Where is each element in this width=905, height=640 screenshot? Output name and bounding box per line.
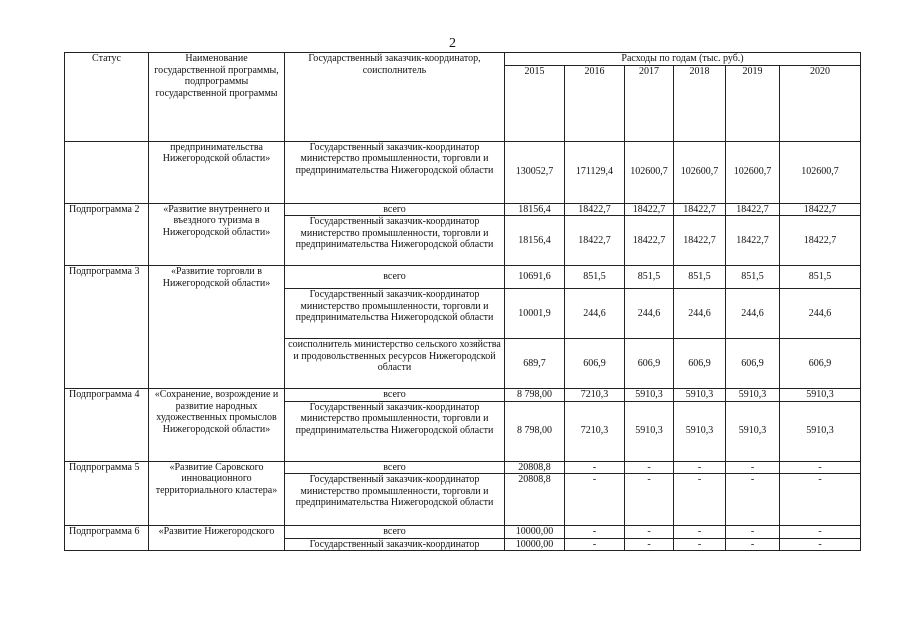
header-year: 2020: [780, 65, 861, 141]
value-cell: -: [565, 461, 625, 474]
value-cell: 18422,7: [674, 216, 726, 266]
value-cell: -: [674, 474, 726, 526]
status-cell: [65, 141, 149, 203]
value-cell: 244,6: [726, 289, 780, 339]
value-cell: 18422,7: [625, 216, 674, 266]
value-cell: 244,6: [565, 289, 625, 339]
value-cell: 10000,00: [505, 526, 565, 539]
value-cell: 7210,3: [565, 401, 625, 461]
program-name-cell: «Развитие торговли в Нижегородской области»: [149, 266, 285, 389]
status-cell: Подпрограмма 6: [65, 526, 149, 551]
header-program-name: Наименование государственной программы, подпрограммы государственной программы: [149, 53, 285, 142]
value-cell: 851,5: [726, 266, 780, 289]
header-customer: Государственный заказчик-координатор, соисполнитель: [285, 53, 505, 142]
value-cell: -: [625, 526, 674, 539]
value-cell: 5910,3: [780, 389, 861, 402]
coexecutor-cell: соисполнитель министерство сельского хозяйства и продовольственных ресурсов Нижегородской области: [285, 339, 505, 389]
value-cell: -: [726, 538, 780, 551]
value-cell: 102600,7: [674, 141, 726, 203]
value-cell: 18422,7: [726, 203, 780, 216]
value-cell: 20808,8: [505, 474, 565, 526]
value-cell: 18422,7: [780, 216, 861, 266]
table-row: [65, 526, 861, 539]
value-cell: 102600,7: [780, 141, 861, 203]
table-row: [65, 203, 861, 216]
value-cell: -: [674, 461, 726, 474]
header-year: 2019: [726, 65, 780, 141]
header-year: 2018: [674, 65, 726, 141]
value-cell: 5910,3: [625, 401, 674, 461]
status-cell: Подпрограмма 5: [65, 461, 149, 526]
value-cell: 606,9: [565, 339, 625, 389]
value-cell: -: [625, 538, 674, 551]
value-cell: 606,9: [780, 339, 861, 389]
value-cell: 5910,3: [726, 389, 780, 402]
value-cell: 5910,3: [726, 401, 780, 461]
value-cell: -: [726, 474, 780, 526]
table-row: [65, 461, 861, 474]
value-cell: -: [565, 474, 625, 526]
value-cell: 244,6: [780, 289, 861, 339]
table-row: [65, 389, 861, 402]
program-name-cell: «Развитие Саровского инновационного территориального кластера»: [149, 461, 285, 526]
total-label-cell: всего: [285, 203, 505, 216]
header-status: Статус: [65, 53, 149, 142]
table-row: [65, 141, 861, 203]
value-cell: 5910,3: [674, 389, 726, 402]
value-cell: 606,9: [674, 339, 726, 389]
value-cell: 851,5: [625, 266, 674, 289]
value-cell: 244,6: [625, 289, 674, 339]
customer-cell: Государственный заказчик-координатор: [285, 538, 505, 551]
value-cell: 20808,8: [505, 461, 565, 474]
value-cell: 851,5: [674, 266, 726, 289]
value-cell: 18422,7: [565, 216, 625, 266]
header-year: 2015: [505, 65, 565, 141]
value-cell: 606,9: [625, 339, 674, 389]
value-cell: 102600,7: [726, 141, 780, 203]
value-cell: -: [780, 474, 861, 526]
value-cell: -: [780, 526, 861, 539]
value-cell: 10001,9: [505, 289, 565, 339]
status-cell: Подпрограмма 2: [65, 203, 149, 266]
program-name-cell: предпринимательства Нижегородской области»: [149, 141, 285, 203]
value-cell: 18422,7: [565, 203, 625, 216]
value-cell: 244,6: [674, 289, 726, 339]
value-cell: 18422,7: [726, 216, 780, 266]
header-expenses: Расходы по годам (тыс. руб.): [505, 53, 861, 66]
customer-cell: Государственный заказчик-координатор министерство промышленности, торговли и предпринимательства Нижегородской области: [285, 216, 505, 266]
value-cell: 18422,7: [780, 203, 861, 216]
value-cell: 606,9: [726, 339, 780, 389]
value-cell: 18156,4: [505, 203, 565, 216]
program-name-cell: «Сохранение, возрождение и развитие народных художественных промыслов Нижегородской области»: [149, 389, 285, 462]
value-cell: 18422,7: [674, 203, 726, 216]
value-cell: -: [726, 461, 780, 474]
value-cell: -: [674, 526, 726, 539]
value-cell: 851,5: [565, 266, 625, 289]
expenses-table: [64, 52, 861, 551]
value-cell: 18156,4: [505, 216, 565, 266]
customer-cell: Государственный заказчик-координатор министерство промышленности, торговли и предпринимательства Нижегородской области: [285, 289, 505, 339]
value-cell: -: [726, 526, 780, 539]
table-row: [65, 266, 861, 289]
value-cell: 130052,7: [505, 141, 565, 203]
value-cell: -: [625, 474, 674, 526]
value-cell: -: [565, 538, 625, 551]
header-year: 2016: [565, 65, 625, 141]
status-cell: Подпрограмма 3: [65, 266, 149, 389]
value-cell: -: [780, 461, 861, 474]
customer-cell: Государственный заказчик-координатор министерство промышленности, торговли и предпринимательства Нижегородской области: [285, 401, 505, 461]
value-cell: 8 798,00: [505, 401, 565, 461]
value-cell: 102600,7: [625, 141, 674, 203]
value-cell: 5910,3: [674, 401, 726, 461]
value-cell: -: [565, 526, 625, 539]
page-number: 2: [449, 36, 456, 51]
value-cell: 7210,3: [565, 389, 625, 402]
value-cell: 8 798,00: [505, 389, 565, 402]
header-year: 2017: [625, 65, 674, 141]
value-cell: 689,7: [505, 339, 565, 389]
total-label-cell: всего: [285, 266, 505, 289]
program-name-cell: «Развитие Нижегородского: [149, 526, 285, 551]
total-label-cell: всего: [285, 461, 505, 474]
value-cell: -: [674, 538, 726, 551]
value-cell: 171129,4: [565, 141, 625, 203]
total-label-cell: всего: [285, 526, 505, 539]
header-row-1: [65, 53, 861, 66]
value-cell: 5910,3: [780, 401, 861, 461]
value-cell: 10000,00: [505, 538, 565, 551]
customer-cell: Государственный заказчик-координатор министерство промышленности, торговли и предпринимательства Нижегородской области: [285, 474, 505, 526]
value-cell: 10691,6: [505, 266, 565, 289]
customer-cell: Государственный заказчик-координатор министерство промышленности, торговли и предпринимательства Нижегородской области: [285, 141, 505, 203]
total-label-cell: всего: [285, 389, 505, 402]
value-cell: -: [780, 538, 861, 551]
status-cell: Подпрограмма 4: [65, 389, 149, 462]
program-name-cell: «Развитие внутреннего и въездного туризма в Нижегородской области»: [149, 203, 285, 266]
value-cell: 5910,3: [625, 389, 674, 402]
value-cell: 18422,7: [625, 203, 674, 216]
value-cell: 851,5: [780, 266, 861, 289]
value-cell: -: [625, 461, 674, 474]
